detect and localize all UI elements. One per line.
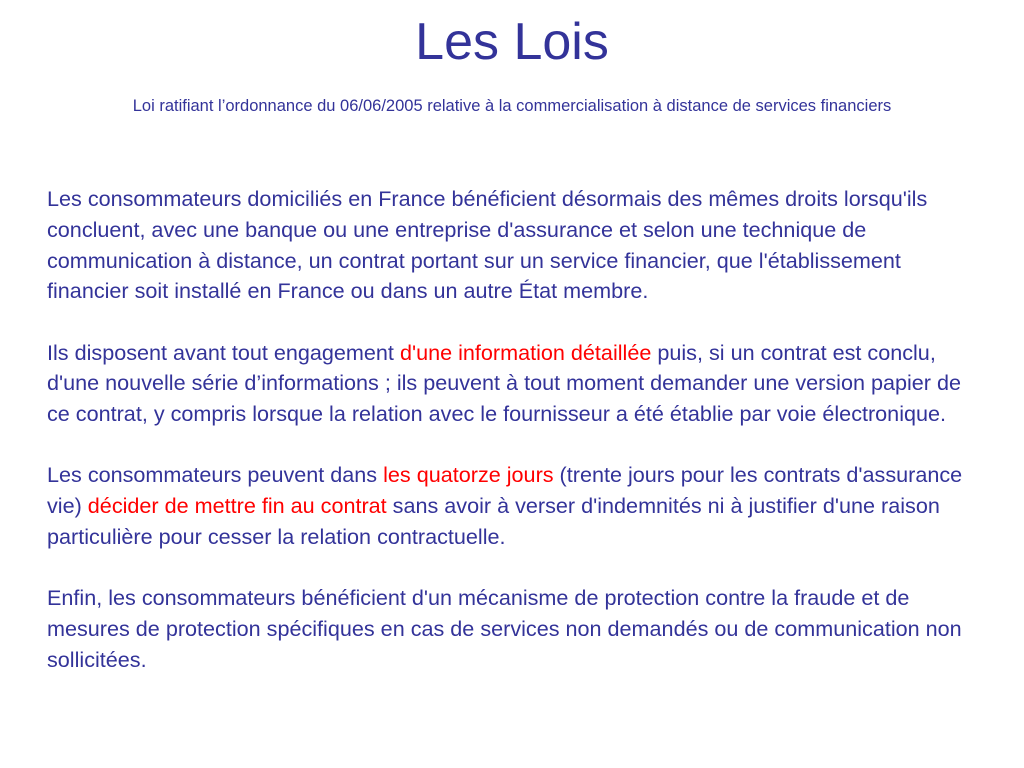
slide-title: Les Lois bbox=[415, 13, 609, 71]
paragraph-4-text: Enfin, les consommateurs bénéficient d'un mécanisme de protection contre la fraude et de mesures de protection spécifiques en cas de services non demandés ou de communication non sollicitées. bbox=[47, 585, 962, 672]
paragraph-2 bbox=[47, 338, 977, 430]
paragraph-1-text: Les consommateurs domiciliés en France bénéficient désormais des mêmes droits lorsqu'ils concluent, avec une banque ou une entreprise d'assurance et selon une technique de communication à distance, un contrat portant sur un service financier, que l'établissement financier soit installé en France ou dans un autre État membre. bbox=[47, 186, 928, 304]
slide-body bbox=[47, 184, 977, 676]
paragraph-4 bbox=[47, 583, 977, 675]
paragraph-3-text-3: sans avoir à verser d'indemnités ni à justifier d'une raison particulière pour cesser la relation contractuelle. bbox=[47, 493, 940, 549]
paragraph-3 bbox=[47, 460, 977, 552]
paragraph-2-highlight: d'une information détaillée bbox=[399, 339, 652, 365]
paragraph-3-text-2: (trente jours pour les contrats d'assurance vie) bbox=[47, 462, 963, 519]
paragraph-3-highlight-1: les quatorze jours bbox=[383, 462, 554, 488]
paragraph-3-highlight-2: décider de mettre fin au contrat bbox=[87, 493, 387, 519]
slide-subtitle: Loi ratifiant l’ordonnance du 06/06/2005 relative à la commercialisation à distance de services financiers bbox=[132, 97, 892, 115]
paragraph-3-text-1: Les consommateurs peuvent dans bbox=[47, 462, 384, 488]
paragraph-1 bbox=[47, 184, 977, 307]
paragraph-2-text-1: Ils disposent avant tout engagement bbox=[47, 339, 400, 365]
paragraph-2-text-2: puis, si un contrat est conclu, d'une nouvelle série d’informations ; ils peuvent à tout moment demander une version papier de ce contrat, y compris lorsque la relation avec le fournisseur a été établie par voie électronique. bbox=[47, 339, 962, 427]
